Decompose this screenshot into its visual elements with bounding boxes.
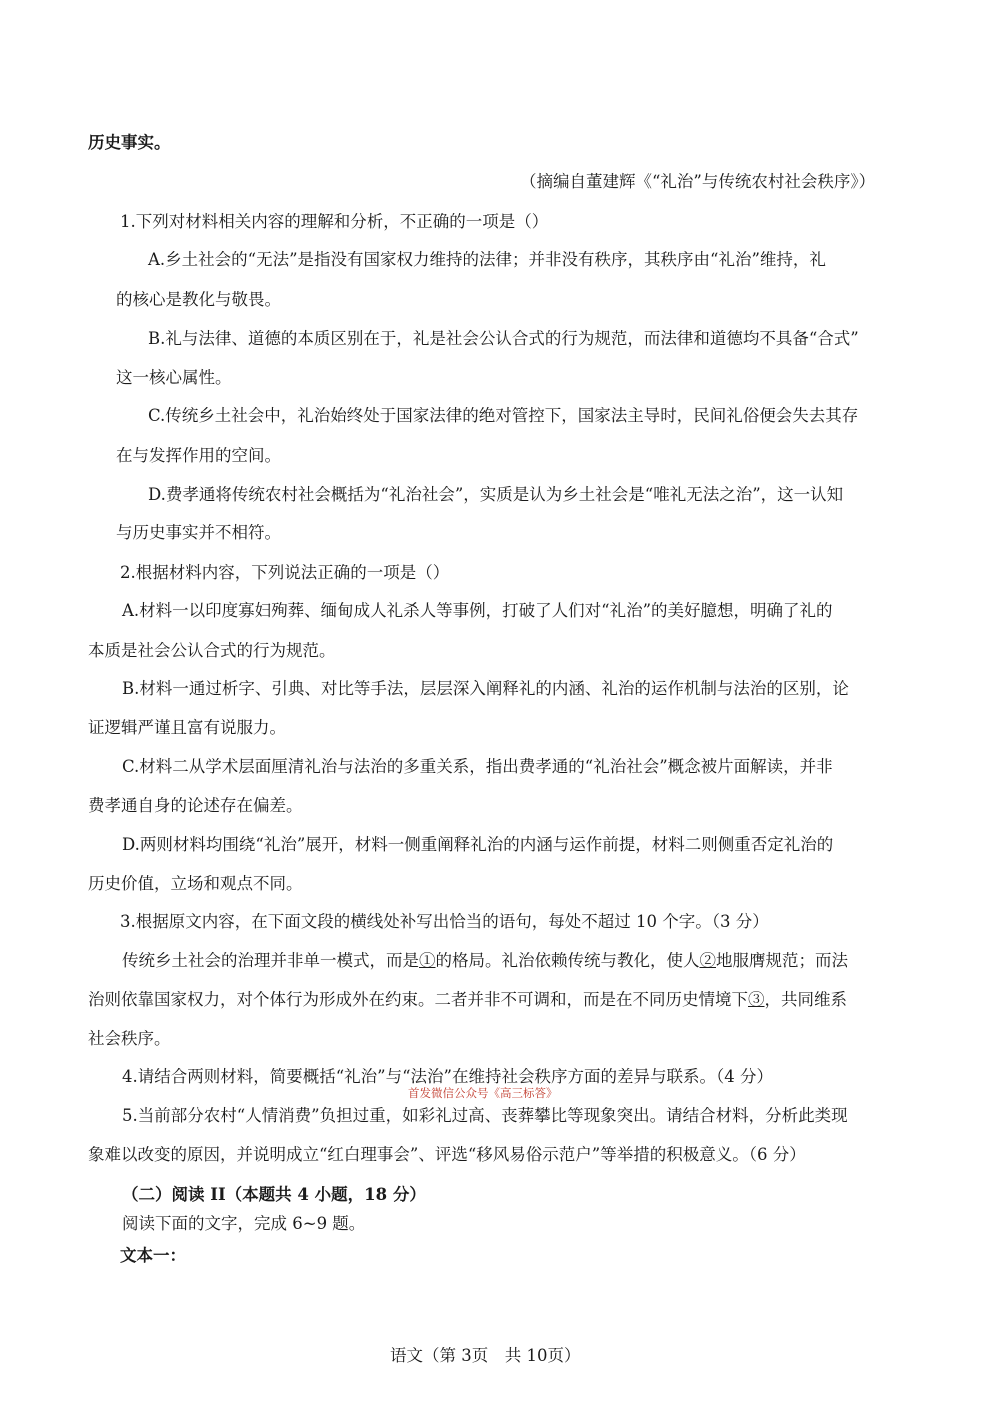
q3-text: 地服膺规范；而法: [716, 951, 848, 970]
question-5-cont: 象难以改变的原因，并说明成立“红白理事会”、评选“移风易俗示范户”等举措的积极意义。（6 分）: [88, 1145, 806, 1164]
q2-option-c-cont: 费孝通自身的论述存在偏差。: [88, 796, 303, 815]
q1-option-c-cont: 在与发挥作用的空间。: [116, 446, 281, 465]
question-5: 5.当前部分农村“人情消费”负担过重，如彩礼过高、丧葬攀比等现象突出。请结合材料，分析此类现: [122, 1106, 848, 1125]
watermark: 首发微信公众号《高三标答》: [408, 1086, 558, 1100]
q3-text: 传统乡土社会的治理并非单一模式，而是: [122, 951, 419, 970]
q1-option-b-cont: 这一核心属性。: [116, 368, 232, 387]
q3-text: 的格局。礼治依赖传统与教化，使人: [435, 951, 700, 970]
q1-option-b: B.礼与法律、道德的本质区别在于，礼是社会公认合式的行为规范，而法律和道德均不具备“合式”: [148, 329, 859, 348]
q2-option-d: D.两则材料均围绕“礼治”展开，材料一侧重阐释礼治的内涵与运作前提，材料二则侧重否定礼治的: [122, 835, 834, 854]
blank-1: ①: [419, 951, 436, 970]
question-2-stem: 2.根据材料内容，下列说法正确的一项是（）: [120, 563, 450, 582]
q2-option-b: B.材料一通过析字、引典、对比等手法，层层深入阐释礼的内涵、礼治的运作机制与法治的区别，论: [122, 679, 849, 698]
continued-text: 历史事实。: [88, 133, 171, 152]
q2-option-d-cont: 历史价值，立场和观点不同。: [88, 874, 303, 893]
q2-option-a-cont: 本质是社会公认合式的行为规范。: [88, 641, 336, 660]
q1-option-a-cont: 的核心是教化与敬畏。: [116, 290, 281, 309]
q1-option-d-cont: 与历史事实并不相符。: [116, 523, 281, 542]
q2-option-c: C.材料二从学术层面厘清礼治与法治的多重关系，指出费孝通的“礼治社会”概念被片面解读，并非: [122, 757, 833, 776]
q3-text: ，共同维系: [764, 990, 847, 1009]
q3-passage-line-2: [88, 992, 847, 1009]
page-footer: 语文（第 3页 共 10页）: [390, 1346, 581, 1365]
q2-option-b-cont: 证逻辑严谨且富有说服力。: [88, 718, 286, 737]
blank-2: ②: [699, 951, 716, 970]
q3-passage-line-1: [122, 953, 848, 970]
question-4: 4.请结合两则材料，简要概括“礼治”与“法治”在维持社会秩序方面的差异与联系。（4 分）: [122, 1067, 773, 1086]
section-instruction: 阅读下面的文字，完成 6~9 题。: [122, 1214, 366, 1233]
q1-option-a: A.乡土社会的“无法”是指没有国家权力维持的法律；并非没有秩序，其秩序由“礼治”维持，礼: [148, 250, 826, 269]
source-citation: （摘编自董建辉《“礼治”与传统农村社会秩序》）: [520, 172, 876, 191]
section-heading: （二）阅读 II（本题共 4 小题，18 分）: [122, 1185, 426, 1204]
q3-text: 治则依靠国家权力，对个体行为形成外在约束。二者并非不可调和，而是在不同历史情境下: [88, 990, 748, 1009]
text-label: 文本一：: [120, 1246, 186, 1265]
q2-option-a: A.材料一以印度寡妇殉葬、缅甸成人礼杀人等事例，打破了人们对“礼治”的美好臆想，明确了礼的: [122, 601, 833, 620]
question-3-stem: 3.根据原文内容，在下面文段的横线处补写出恰当的语句，每处不超过 10 个字。（3 分）: [120, 912, 769, 931]
q3-passage-line-3: 社会秩序。: [88, 1029, 171, 1048]
blank-3: ③: [748, 990, 765, 1009]
q1-option-c: C.传统乡土社会中，礼治始终处于国家法律的绝对管控下，国家法主导时，民间礼俗便会失去其存: [148, 406, 859, 425]
q1-option-d: D.费孝通将传统农村社会概括为“礼治社会”，实质是认为乡土社会是“唯礼无法之治”，这一认知: [148, 485, 844, 504]
question-1-stem: 1.下列对材料相关内容的理解和分析，不正确的一项是（）: [120, 212, 549, 231]
